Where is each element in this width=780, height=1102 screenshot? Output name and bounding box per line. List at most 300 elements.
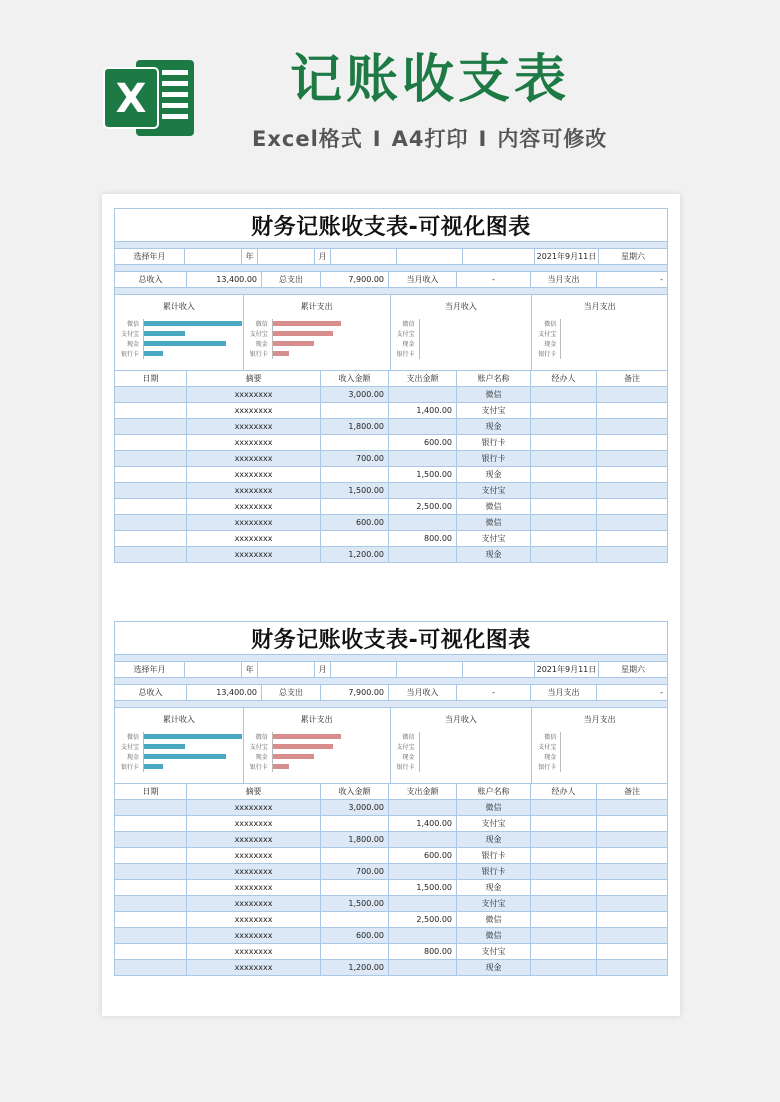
cell-handler[interactable] bbox=[531, 816, 597, 832]
cell-income[interactable] bbox=[321, 880, 389, 896]
cell-summary[interactable]: xxxxxxxx bbox=[187, 547, 321, 563]
table-row bbox=[114, 547, 668, 563]
cell-summary[interactable]: xxxxxxxx bbox=[187, 387, 321, 403]
cell-handler[interactable] bbox=[531, 928, 597, 944]
chart-title: 当月收入 bbox=[444, 715, 477, 724]
totals-row bbox=[114, 685, 668, 701]
col-header-income: 收入金额 bbox=[321, 784, 389, 800]
cell-expense[interactable]: 600.00 bbox=[389, 848, 457, 864]
col-header-summary: 摘要 bbox=[187, 784, 321, 800]
cell-account[interactable]: 支付宝 bbox=[457, 816, 531, 832]
cell-summary[interactable]: xxxxxxxx bbox=[187, 848, 321, 864]
chart-category-label: 支付宝 bbox=[249, 331, 268, 338]
month-expense-value: - bbox=[597, 685, 668, 701]
chart-category-label: 现金 bbox=[255, 754, 268, 761]
cell-date[interactable] bbox=[114, 896, 187, 912]
cell-summary[interactable]: xxxxxxxx bbox=[187, 515, 321, 531]
cell-summary[interactable]: xxxxxxxx bbox=[187, 880, 321, 896]
table-row bbox=[114, 944, 668, 960]
month-input[interactable] bbox=[258, 662, 315, 678]
chart-bar bbox=[273, 734, 341, 739]
cell-note[interactable] bbox=[597, 960, 668, 976]
chart-bar bbox=[144, 341, 226, 346]
weekday: 星期六 bbox=[599, 249, 668, 265]
blank-cell bbox=[397, 662, 463, 678]
chart-bar bbox=[144, 734, 242, 739]
chart-bar bbox=[273, 744, 333, 749]
cell-account[interactable]: 微信 bbox=[457, 499, 531, 515]
cell-expense[interactable] bbox=[389, 832, 457, 848]
subtitle-format: Excel格式 bbox=[252, 127, 363, 151]
cell-note[interactable] bbox=[597, 848, 668, 864]
cell-income[interactable] bbox=[321, 403, 389, 419]
chart-bar bbox=[273, 341, 314, 346]
cell-note[interactable] bbox=[597, 944, 668, 960]
chart-bar bbox=[144, 764, 163, 769]
chart-cumulative-expense bbox=[244, 708, 391, 784]
cell-expense[interactable] bbox=[389, 451, 457, 467]
cell-account[interactable]: 现金 bbox=[457, 960, 531, 976]
chart-axis bbox=[560, 732, 561, 772]
cell-account[interactable]: 现金 bbox=[457, 880, 531, 896]
cell-account[interactable]: 微信 bbox=[457, 928, 531, 944]
cell-income[interactable] bbox=[321, 912, 389, 928]
cell-date[interactable] bbox=[114, 864, 187, 880]
cell-income[interactable]: 600.00 bbox=[321, 928, 389, 944]
chart-category-label: 银行卡 bbox=[396, 764, 415, 771]
chart-category-label: 银行卡 bbox=[396, 351, 415, 358]
sheet-title: 财务记账收支表-可视化图表 bbox=[114, 621, 668, 655]
cell-note[interactable] bbox=[597, 435, 668, 451]
spacer-row bbox=[114, 242, 668, 249]
cell-account[interactable]: 支付宝 bbox=[457, 403, 531, 419]
chart-axis bbox=[419, 319, 420, 359]
cell-handler[interactable] bbox=[531, 499, 597, 515]
chart-bar bbox=[273, 764, 289, 769]
cell-note[interactable] bbox=[597, 896, 668, 912]
chart-category-label: 银行卡 bbox=[249, 764, 268, 771]
year-label: 年 bbox=[242, 662, 258, 678]
cell-expense[interactable]: 800.00 bbox=[389, 531, 457, 547]
chart-bar bbox=[144, 351, 163, 356]
chart-cumulative-income bbox=[115, 708, 244, 784]
col-header-handler: 经办人 bbox=[531, 784, 597, 800]
cell-summary[interactable]: xxxxxxxx bbox=[187, 499, 321, 515]
cell-note[interactable] bbox=[597, 832, 668, 848]
spacer-row bbox=[114, 288, 668, 295]
cell-note[interactable] bbox=[597, 928, 668, 944]
cell-summary[interactable]: xxxxxxxx bbox=[187, 467, 321, 483]
cell-handler[interactable] bbox=[531, 896, 597, 912]
chart-category-label: 支付宝 bbox=[396, 331, 415, 338]
select-month-label: 选择年月 bbox=[114, 662, 185, 678]
cell-income[interactable]: 1,200.00 bbox=[321, 547, 389, 563]
cell-account[interactable]: 现金 bbox=[457, 467, 531, 483]
chart-category-label: 微信 bbox=[126, 734, 139, 741]
cell-date[interactable] bbox=[114, 800, 187, 816]
table-row bbox=[114, 848, 668, 864]
cell-note[interactable] bbox=[597, 880, 668, 896]
cell-note[interactable] bbox=[597, 451, 668, 467]
table-row bbox=[114, 800, 668, 816]
cell-handler[interactable] bbox=[531, 912, 597, 928]
chart-month-income bbox=[391, 295, 533, 371]
total-expense-value: 7,900.00 bbox=[321, 272, 389, 288]
cell-note[interactable] bbox=[597, 864, 668, 880]
cell-account[interactable]: 现金 bbox=[457, 547, 531, 563]
table-header bbox=[114, 371, 668, 387]
chart-category-label: 现金 bbox=[126, 341, 139, 348]
col-header-account: 账户名称 bbox=[457, 371, 531, 387]
table-row bbox=[114, 483, 668, 499]
cell-date[interactable] bbox=[114, 832, 187, 848]
table-row bbox=[114, 403, 668, 419]
cell-handler[interactable] bbox=[531, 451, 597, 467]
chart-title: 当月支出 bbox=[583, 302, 616, 311]
chart-title: 当月支出 bbox=[583, 715, 616, 724]
blank-cell bbox=[331, 249, 397, 265]
cell-expense[interactable]: 1,500.00 bbox=[389, 880, 457, 896]
subtitle-separator: I bbox=[372, 127, 382, 151]
chart-title: 累计支出 bbox=[300, 302, 333, 311]
cell-account[interactable]: 微信 bbox=[457, 912, 531, 928]
cell-summary[interactable]: xxxxxxxx bbox=[187, 531, 321, 547]
col-header-expense: 支出金额 bbox=[389, 784, 457, 800]
total-expense-label: 总支出 bbox=[262, 272, 321, 288]
cell-summary[interactable]: xxxxxxxx bbox=[187, 960, 321, 976]
chart-category-label: 银行卡 bbox=[120, 764, 139, 771]
chart-category-label: 银行卡 bbox=[249, 351, 268, 358]
chart-month-expense bbox=[532, 295, 668, 371]
cell-income[interactable]: 600.00 bbox=[321, 515, 389, 531]
cell-date[interactable] bbox=[114, 419, 187, 435]
chart-category-label: 支付宝 bbox=[538, 744, 557, 751]
ledger-sheet bbox=[114, 208, 668, 563]
cell-income[interactable] bbox=[321, 467, 389, 483]
chart-category-label: 微信 bbox=[544, 321, 557, 328]
year-input[interactable] bbox=[185, 249, 242, 265]
cell-note[interactable] bbox=[597, 912, 668, 928]
chart-category-label: 现金 bbox=[402, 341, 415, 348]
spacer-row bbox=[114, 265, 668, 272]
table-row bbox=[114, 912, 668, 928]
chart-month-income bbox=[391, 708, 533, 784]
month-expense-label: 当月支出 bbox=[531, 685, 597, 701]
cell-account[interactable]: 微信 bbox=[457, 387, 531, 403]
cell-note[interactable] bbox=[597, 816, 668, 832]
totals-row bbox=[114, 272, 668, 288]
cell-date[interactable] bbox=[114, 547, 187, 563]
cell-date[interactable] bbox=[114, 944, 187, 960]
cell-summary[interactable]: xxxxxxxx bbox=[187, 864, 321, 880]
cell-expense[interactable] bbox=[389, 547, 457, 563]
cell-account[interactable]: 现金 bbox=[457, 832, 531, 848]
chart-category-label: 现金 bbox=[544, 341, 557, 348]
chart-cumulative-income bbox=[115, 295, 244, 371]
logo-letter: X bbox=[115, 76, 147, 122]
cell-handler[interactable] bbox=[531, 515, 597, 531]
cell-account[interactable]: 微信 bbox=[457, 515, 531, 531]
cell-account[interactable]: 银行卡 bbox=[457, 864, 531, 880]
cell-expense[interactable] bbox=[389, 800, 457, 816]
cell-expense[interactable] bbox=[389, 864, 457, 880]
cell-income[interactable] bbox=[321, 499, 389, 515]
current-date: 2021年9月11日 bbox=[535, 662, 599, 678]
table-row bbox=[114, 435, 668, 451]
cell-note[interactable] bbox=[597, 483, 668, 499]
cell-date[interactable] bbox=[114, 515, 187, 531]
chart-category-label: 支付宝 bbox=[396, 744, 415, 751]
col-header-income: 收入金额 bbox=[321, 371, 389, 387]
ledger-rows bbox=[114, 387, 668, 563]
spacer-row bbox=[114, 655, 668, 662]
cell-income[interactable]: 3,000.00 bbox=[321, 800, 389, 816]
chart-axis bbox=[560, 319, 561, 359]
cell-income[interactable]: 1,200.00 bbox=[321, 960, 389, 976]
cell-date[interactable] bbox=[114, 499, 187, 515]
cell-expense[interactable] bbox=[389, 387, 457, 403]
table-row bbox=[114, 816, 668, 832]
cell-note[interactable] bbox=[597, 467, 668, 483]
total-income-value: 13,400.00 bbox=[187, 272, 262, 288]
chart-bar bbox=[273, 754, 314, 759]
cell-account[interactable]: 支付宝 bbox=[457, 896, 531, 912]
total-expense-label: 总支出 bbox=[262, 685, 321, 701]
date-row bbox=[114, 662, 668, 678]
cell-expense[interactable]: 600.00 bbox=[389, 435, 457, 451]
cell-account[interactable]: 支付宝 bbox=[457, 531, 531, 547]
cell-handler[interactable] bbox=[531, 403, 597, 419]
month-income-value: - bbox=[457, 272, 531, 288]
cell-handler[interactable] bbox=[531, 483, 597, 499]
chart-title: 累计收入 bbox=[162, 302, 195, 311]
chart-category-label: 支付宝 bbox=[538, 331, 557, 338]
cell-expense[interactable] bbox=[389, 483, 457, 499]
cell-income[interactable]: 1,800.00 bbox=[321, 419, 389, 435]
cell-account[interactable]: 现金 bbox=[457, 419, 531, 435]
cell-date[interactable] bbox=[114, 451, 187, 467]
table-row bbox=[114, 864, 668, 880]
cell-income[interactable] bbox=[321, 848, 389, 864]
cell-summary[interactable]: xxxxxxxx bbox=[187, 451, 321, 467]
cell-income[interactable] bbox=[321, 435, 389, 451]
cell-summary[interactable]: xxxxxxxx bbox=[187, 816, 321, 832]
col-header-note: 备注 bbox=[597, 371, 668, 387]
chart-cumulative-expense bbox=[244, 295, 391, 371]
table-row bbox=[114, 387, 668, 403]
cell-expense[interactable] bbox=[389, 928, 457, 944]
cell-date[interactable] bbox=[114, 912, 187, 928]
spacer-row bbox=[114, 678, 668, 685]
table-row bbox=[114, 515, 668, 531]
chart-category-label: 现金 bbox=[544, 754, 557, 761]
cell-date[interactable] bbox=[114, 387, 187, 403]
cell-date[interactable] bbox=[114, 960, 187, 976]
cell-handler[interactable] bbox=[531, 387, 597, 403]
cell-expense[interactable]: 800.00 bbox=[389, 944, 457, 960]
table-header bbox=[114, 784, 668, 800]
table-row bbox=[114, 467, 668, 483]
table-row bbox=[114, 451, 668, 467]
cell-expense[interactable]: 1,400.00 bbox=[389, 403, 457, 419]
cell-summary[interactable]: xxxxxxxx bbox=[187, 483, 321, 499]
chart-category-label: 微信 bbox=[255, 321, 268, 328]
cell-handler[interactable] bbox=[531, 435, 597, 451]
cell-income[interactable] bbox=[321, 531, 389, 547]
chart-category-label: 支付宝 bbox=[120, 331, 139, 338]
chart-strip bbox=[114, 295, 668, 371]
cell-expense[interactable]: 1,500.00 bbox=[389, 467, 457, 483]
cell-summary[interactable]: xxxxxxxx bbox=[187, 435, 321, 451]
cell-expense[interactable] bbox=[389, 515, 457, 531]
table-row bbox=[114, 832, 668, 848]
cell-summary[interactable]: xxxxxxxx bbox=[187, 419, 321, 435]
table-row bbox=[114, 880, 668, 896]
cell-date[interactable] bbox=[114, 483, 187, 499]
month-label: 月 bbox=[315, 662, 331, 678]
cell-summary[interactable]: xxxxxxxx bbox=[187, 832, 321, 848]
month-expense-label: 当月支出 bbox=[531, 272, 597, 288]
cell-account[interactable]: 银行卡 bbox=[457, 435, 531, 451]
cell-note[interactable] bbox=[597, 547, 668, 563]
cell-handler[interactable] bbox=[531, 832, 597, 848]
cell-handler[interactable] bbox=[531, 880, 597, 896]
chart-category-label: 支付宝 bbox=[249, 744, 268, 751]
month-income-value: - bbox=[457, 685, 531, 701]
cell-summary[interactable]: xxxxxxxx bbox=[187, 944, 321, 960]
month-income-label: 当月收入 bbox=[389, 272, 457, 288]
total-income-label: 总收入 bbox=[114, 685, 187, 701]
cell-account[interactable]: 微信 bbox=[457, 800, 531, 816]
cell-note[interactable] bbox=[597, 515, 668, 531]
table-row bbox=[114, 499, 668, 515]
cell-handler[interactable] bbox=[531, 419, 597, 435]
month-expense-value: - bbox=[597, 272, 668, 288]
cell-date[interactable] bbox=[114, 928, 187, 944]
year-input[interactable] bbox=[185, 662, 242, 678]
month-income-label: 当月收入 bbox=[389, 685, 457, 701]
cell-income[interactable] bbox=[321, 816, 389, 832]
chart-category-label: 银行卡 bbox=[538, 351, 557, 358]
cell-handler[interactable] bbox=[531, 547, 597, 563]
chart-bar bbox=[144, 744, 185, 749]
promo-header bbox=[0, 0, 780, 190]
cell-expense[interactable]: 2,500.00 bbox=[389, 912, 457, 928]
cell-date[interactable] bbox=[114, 880, 187, 896]
cell-date[interactable] bbox=[114, 435, 187, 451]
select-month-label: 选择年月 bbox=[114, 249, 185, 265]
cell-expense[interactable] bbox=[389, 960, 457, 976]
cell-date[interactable] bbox=[114, 531, 187, 547]
chart-category-label: 支付宝 bbox=[120, 744, 139, 751]
excel-logo-icon bbox=[102, 56, 198, 140]
cell-income[interactable]: 1,500.00 bbox=[321, 896, 389, 912]
cell-income[interactable] bbox=[321, 944, 389, 960]
spacer-row bbox=[114, 701, 668, 708]
cell-expense[interactable] bbox=[389, 896, 457, 912]
cell-income[interactable]: 1,800.00 bbox=[321, 832, 389, 848]
ledger-rows bbox=[114, 800, 668, 976]
weekday: 星期六 bbox=[599, 662, 668, 678]
chart-bar bbox=[273, 321, 341, 326]
chart-category-label: 微信 bbox=[255, 734, 268, 741]
cell-date[interactable] bbox=[114, 467, 187, 483]
page-title: 记账收支表 bbox=[290, 50, 571, 110]
cell-expense[interactable]: 1,400.00 bbox=[389, 816, 457, 832]
cell-handler[interactable] bbox=[531, 864, 597, 880]
cell-note[interactable] bbox=[597, 800, 668, 816]
month-input[interactable] bbox=[258, 249, 315, 265]
cell-note[interactable] bbox=[597, 387, 668, 403]
cell-summary[interactable]: xxxxxxxx bbox=[187, 800, 321, 816]
cell-handler[interactable] bbox=[531, 800, 597, 816]
total-income-value: 13,400.00 bbox=[187, 685, 262, 701]
chart-category-label: 微信 bbox=[126, 321, 139, 328]
cell-date[interactable] bbox=[114, 816, 187, 832]
chart-category-label: 现金 bbox=[126, 754, 139, 761]
chart-bar bbox=[144, 331, 185, 336]
date-row bbox=[114, 249, 668, 265]
cell-summary[interactable]: xxxxxxxx bbox=[187, 928, 321, 944]
cell-handler[interactable] bbox=[531, 944, 597, 960]
subtitle-print: A4打印 bbox=[391, 127, 469, 151]
chart-category-label: 微信 bbox=[402, 321, 415, 328]
cell-handler[interactable] bbox=[531, 531, 597, 547]
blank-cell bbox=[463, 249, 535, 265]
cell-expense[interactable] bbox=[389, 419, 457, 435]
document-page bbox=[102, 194, 680, 1016]
col-header-date: 日期 bbox=[114, 784, 187, 800]
chart-category-label: 微信 bbox=[544, 734, 557, 741]
cell-account[interactable]: 支付宝 bbox=[457, 944, 531, 960]
cell-account[interactable]: 支付宝 bbox=[457, 483, 531, 499]
cell-date[interactable] bbox=[114, 403, 187, 419]
col-header-handler: 经办人 bbox=[531, 371, 597, 387]
cell-handler[interactable] bbox=[531, 467, 597, 483]
page-subtitle bbox=[252, 124, 607, 154]
total-income-label: 总收入 bbox=[114, 272, 187, 288]
cell-income[interactable]: 700.00 bbox=[321, 864, 389, 880]
cell-income[interactable]: 3,000.00 bbox=[321, 387, 389, 403]
table-row bbox=[114, 896, 668, 912]
ledger-sheet bbox=[114, 621, 668, 976]
table-row bbox=[114, 419, 668, 435]
cell-note[interactable] bbox=[597, 419, 668, 435]
col-header-date: 日期 bbox=[114, 371, 187, 387]
cell-account[interactable]: 银行卡 bbox=[457, 451, 531, 467]
cell-income[interactable]: 700.00 bbox=[321, 451, 389, 467]
cell-account[interactable]: 银行卡 bbox=[457, 848, 531, 864]
cell-handler[interactable] bbox=[531, 848, 597, 864]
sheet-title: 财务记账收支表-可视化图表 bbox=[114, 208, 668, 242]
chart-bar bbox=[273, 351, 289, 356]
table-row bbox=[114, 960, 668, 976]
cell-summary[interactable]: xxxxxxxx bbox=[187, 912, 321, 928]
cell-date[interactable] bbox=[114, 848, 187, 864]
cell-note[interactable] bbox=[597, 531, 668, 547]
cell-handler[interactable] bbox=[531, 960, 597, 976]
cell-note[interactable] bbox=[597, 499, 668, 515]
cell-expense[interactable]: 2,500.00 bbox=[389, 499, 457, 515]
chart-category-label: 现金 bbox=[255, 341, 268, 348]
cell-income[interactable]: 1,500.00 bbox=[321, 483, 389, 499]
cell-summary[interactable]: xxxxxxxx bbox=[187, 403, 321, 419]
chart-category-label: 银行卡 bbox=[120, 351, 139, 358]
subtitle-separator: I bbox=[478, 127, 488, 151]
month-label: 月 bbox=[315, 249, 331, 265]
cell-note[interactable] bbox=[597, 403, 668, 419]
cell-summary[interactable]: xxxxxxxx bbox=[187, 896, 321, 912]
